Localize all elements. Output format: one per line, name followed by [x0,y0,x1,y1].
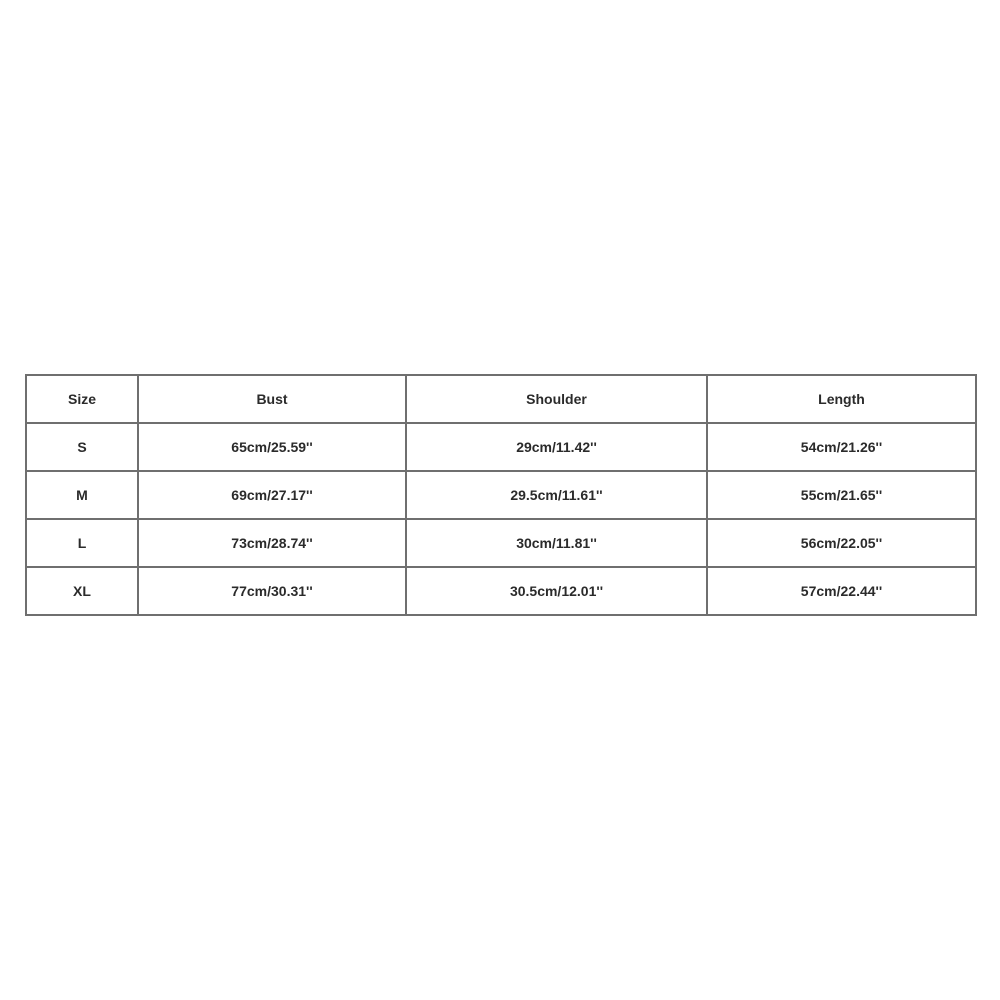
length-cell: 54cm/21.26'' [707,423,976,471]
size-cell: S [26,423,138,471]
shoulder-cell: 29.5cm/11.61'' [406,471,707,519]
size-chart-table [25,374,977,616]
shoulder-cell: 30.5cm/12.01'' [406,567,707,615]
size-cell: L [26,519,138,567]
table-row [26,567,976,615]
length-cell: 56cm/22.05'' [707,519,976,567]
header-size: Size [26,375,138,423]
bust-cell: 77cm/30.31'' [138,567,406,615]
bust-cell: 69cm/27.17'' [138,471,406,519]
length-cell: 57cm/22.44'' [707,567,976,615]
length-cell: 55cm/21.65'' [707,471,976,519]
bust-cell: 73cm/28.74'' [138,519,406,567]
header-length: Length [707,375,976,423]
table-row [26,471,976,519]
size-cell: XL [26,567,138,615]
header-row [26,375,976,423]
shoulder-cell: 29cm/11.42'' [406,423,707,471]
size-cell: M [26,471,138,519]
header-bust: Bust [138,375,406,423]
table-row [26,423,976,471]
table-row [26,519,976,567]
shoulder-cell: 30cm/11.81'' [406,519,707,567]
bust-cell: 65cm/25.59'' [138,423,406,471]
header-shoulder: Shoulder [406,375,707,423]
